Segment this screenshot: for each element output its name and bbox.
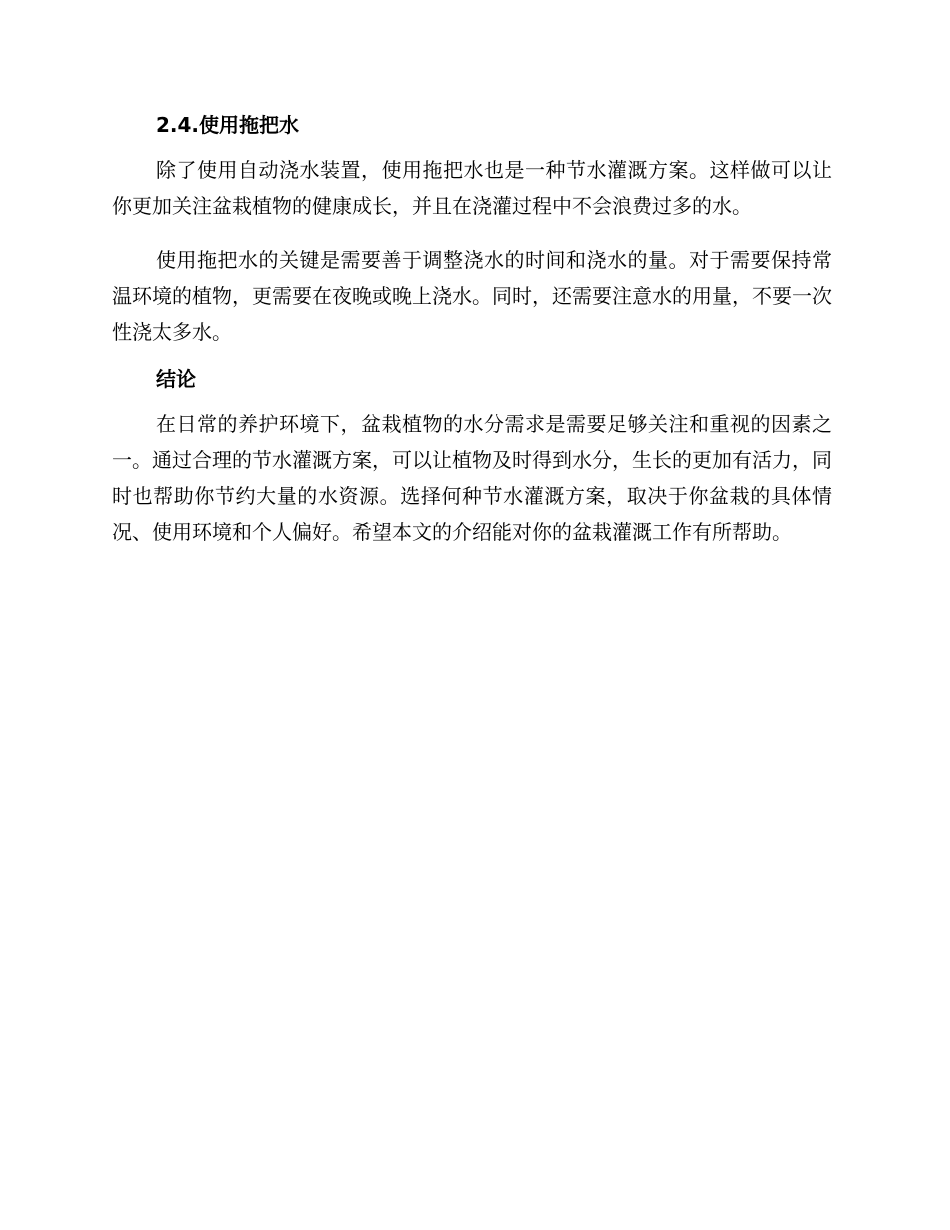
paragraph-mop-water-intro: 除了使用自动浇水装置，使用拖把水也是一种节水灌溉方案。这样做可以让你更加关注盆栽植物的健康成长，并且在浇灌过程中不会浪费过多的水。 [112, 158, 832, 218]
section-heading-2-4: 2.4.使用拖把水 [156, 113, 300, 137]
section-heading-conclusion: 结论 [156, 367, 196, 391]
paragraph-conclusion: 在日常的养护环境下，盆栽植物的水分需求是需要足够关注和重视的因素之一。通过合理的节水灌溉方案，可以让植物及时得到水分，生长的更加有活力，同时也帮助你节约大量的水资源。选择何种节水灌溉方案，取决于你盆栽的具体情况、使用环境和个人偏好。希望本文的介绍能对你的盆栽灌溉工作有所帮助。 [112, 412, 832, 544]
document-page [112, 110, 832, 568]
paragraph-mop-water-key: 使用拖把水的关键是需要善于调整浇水的时间和浇水的量。对于需要保持常温环境的植物，更需要在夜晚或晚上浇水。同时，还需要注意水的用量，不要一次性浇太多水。 [112, 248, 832, 344]
